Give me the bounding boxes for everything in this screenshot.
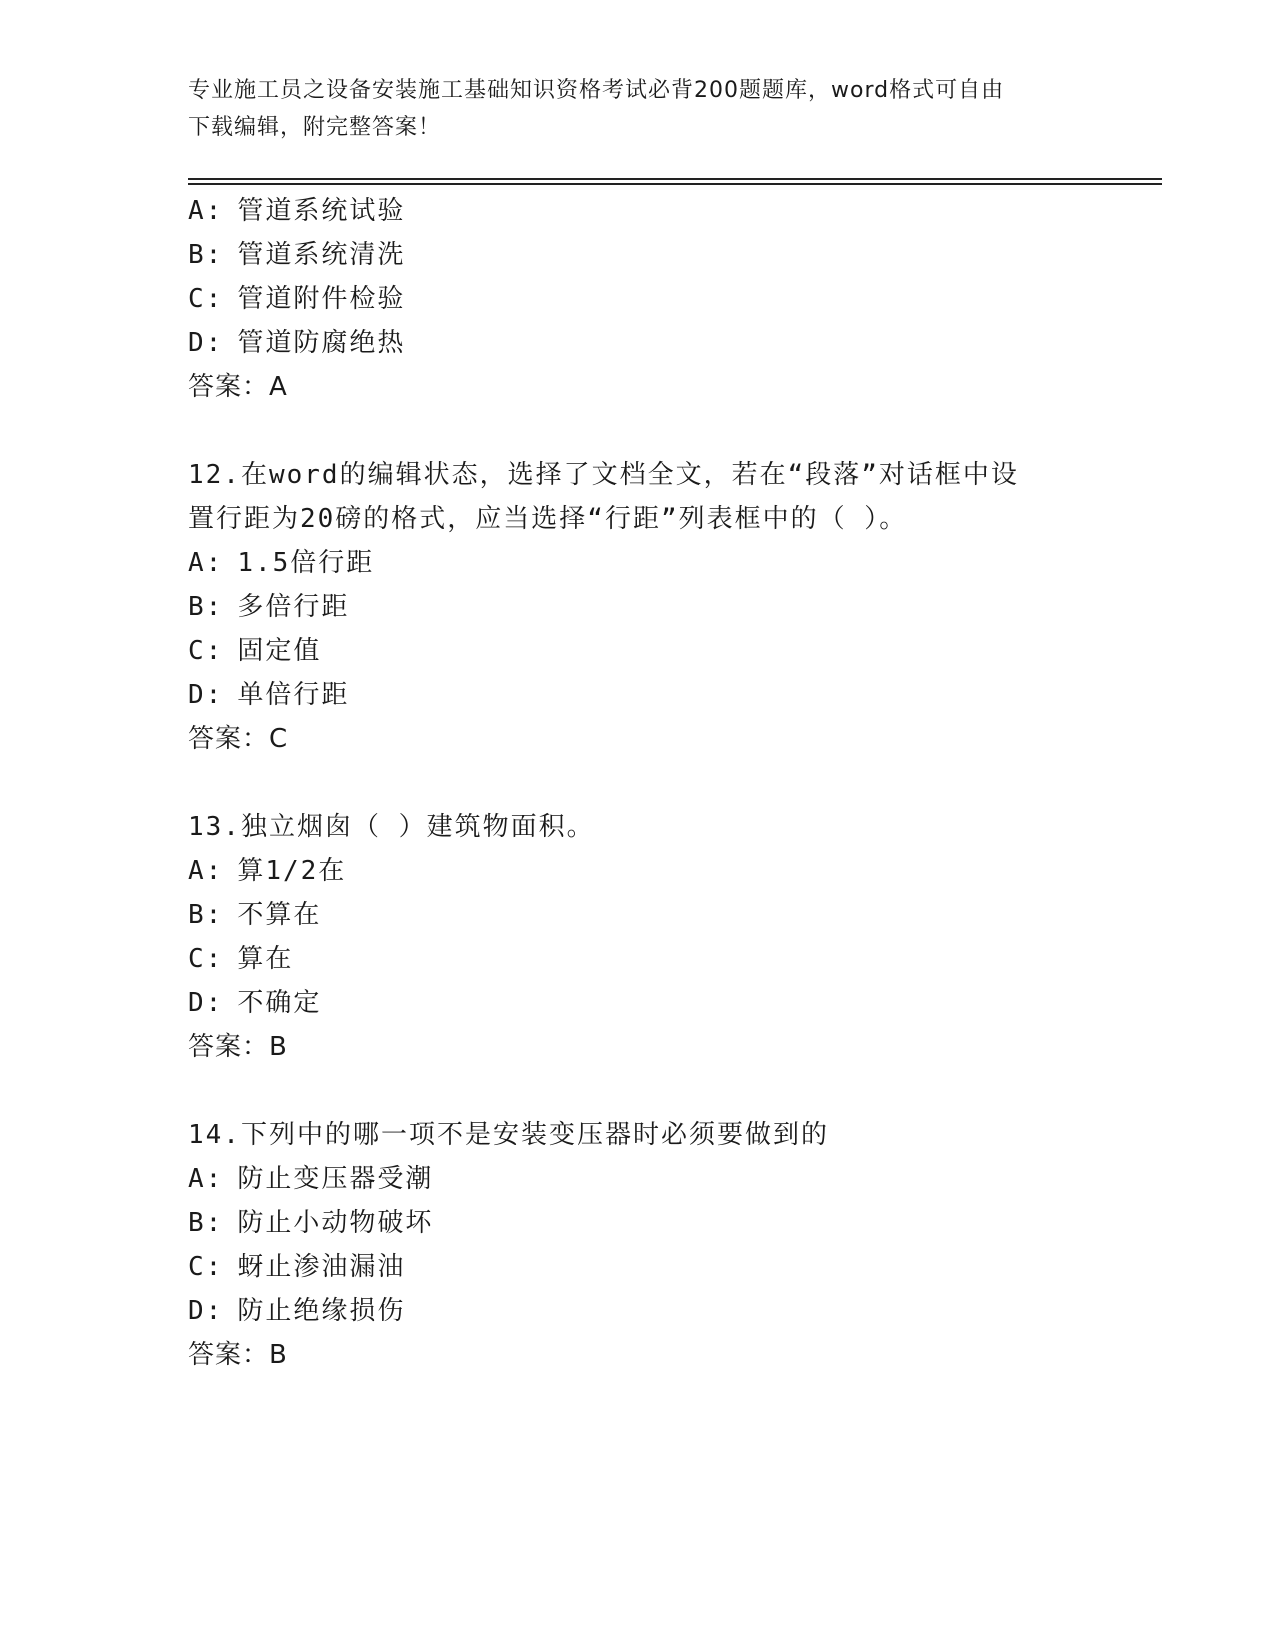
option-letter: D: [188,680,224,710]
q14-option-d [188,1296,405,1326]
option-letter: B: [188,240,224,270]
option-text: 管道附件检验 [237,284,406,314]
q13-answer: 答案：B [188,1032,288,1062]
q13-option-d [188,988,321,1018]
q12-stem-line-2: 置行距为20磅的格式，应当选择“行距”列表框中的（ ）。 [188,504,908,534]
q13-option-c [188,944,293,974]
option-letter: B: [188,1208,224,1238]
option-text: 管道系统清洗 [237,240,406,270]
q11-option-b [188,240,405,270]
q12-option-b [188,592,349,622]
option-letter: A: [188,196,224,226]
q14-option-c [188,1252,405,1282]
header-line-2: 下载编辑，附完整答案！ [188,115,442,140]
option-letter: A: [188,856,224,886]
q14-answer: 答案：B [188,1340,288,1370]
option-text: 算在 [237,944,294,974]
q14-stem-line-1: 14.下列中的哪一项不是安装变压器时必须要做到的 [188,1120,829,1150]
header-line-1: 专业施工员之设备安装施工基础知识资格考试必背200题题库，word格式可自由 [188,78,1005,103]
q12-answer: 答案：C [188,724,289,754]
page-header [188,72,1088,146]
option-letter: C: [188,284,224,314]
option-text: 多倍行距 [237,592,350,622]
q11-option-a [188,196,405,226]
option-text: 防止小动物破坏 [237,1208,434,1238]
option-text: 防止变压器受潮 [237,1164,434,1194]
option-text: 单倍行距 [237,680,350,710]
option-letter: C: [188,944,224,974]
option-text: 不确定 [237,988,322,1018]
option-text: 防止绝缘损伤 [237,1296,406,1326]
option-text: 不算在 [237,900,322,930]
q13-option-b [188,900,321,930]
option-text: 管道系统试验 [237,196,406,226]
q11-option-c [188,284,405,314]
header-divider-bottom [188,183,1162,185]
q12-option-a [188,548,374,578]
option-letter: D: [188,328,224,358]
q11-answer: 答案：A [188,372,288,402]
q11-option-d [188,328,405,358]
option-letter: D: [188,1296,224,1326]
q13-option-a [188,856,346,886]
option-text: 管道防腐绝热 [237,328,406,358]
option-text: 1.5倍行距 [237,548,375,578]
option-letter: D: [188,988,224,1018]
q12-option-d [188,680,349,710]
q12-option-c [188,636,321,666]
q14-option-b [188,1208,433,1238]
option-text: 固定值 [237,636,322,666]
option-letter: C: [188,636,224,666]
header-divider-top [188,178,1162,180]
option-letter: A: [188,1164,224,1194]
option-text: 蚜止渗油漏油 [237,1252,406,1282]
option-letter: B: [188,900,224,930]
q12-stem-line-1: 12.在word的编辑状态，选择了文档全文，若在“段落”对话框中设 [188,460,1019,490]
option-letter: A: [188,548,224,578]
option-letter: C: [188,1252,224,1282]
option-letter: B: [188,592,224,622]
option-text: 算1/2在 [237,856,347,886]
q13-stem-line-1: 13.独立烟囱（ ）建筑物面积。 [188,812,595,842]
q14-option-a [188,1164,433,1194]
